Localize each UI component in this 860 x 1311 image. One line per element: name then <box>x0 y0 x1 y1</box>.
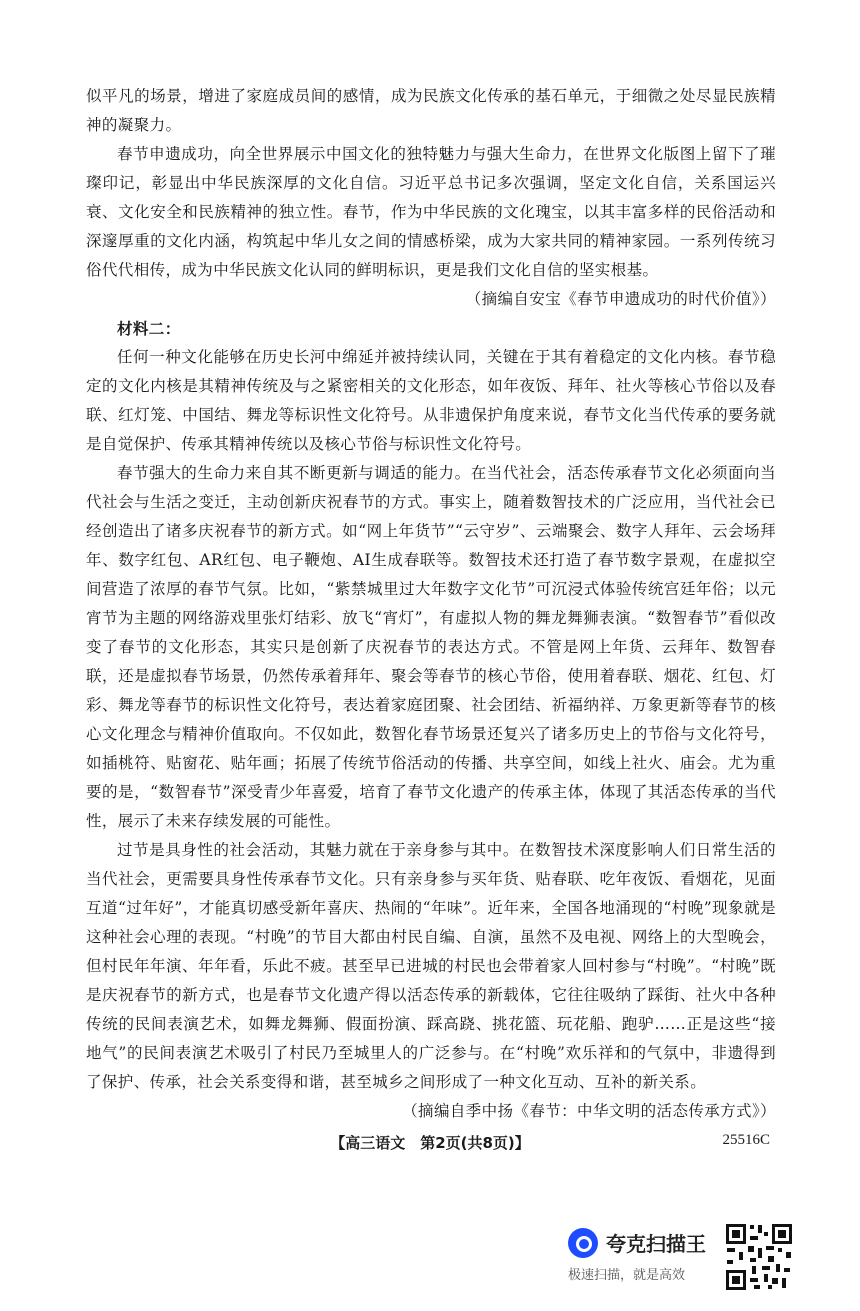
source-citation-one: （摘编自安宝《春节申遗成功的时代价值》） <box>465 290 776 308</box>
paragraph-cultural-core: 任何一种文化能够在历史长河中绵延并被持续认同，关键在于其有着稳定的文化内核。春节稳定的文化内核是其精神传统及与之紧密相关的文化形态，如年夜饭、拜年、社火等核心节俗以及春联、红灯笼、中国结、舞龙等标识性文化符号。从非遗保护角度来说，春节文化当代传承的要务就是自觉保护、传承其精神传统以及核心节俗与标识性文化符号。 <box>86 348 776 453</box>
source-citation-two: （摘编自季中扬《春节：中华文明的活态传承方式》） <box>402 1102 776 1120</box>
paragraph-continuation: 似平凡的场景，增进了家庭成员间的感情，成为民族文化传承的基石单元，于细微之处尽显民族精神的凝聚力。 <box>86 87 776 134</box>
paragraph-material-one-end: 春节申遗成功，向全世界展示中国文化的独特魅力与强大生命力，在世界文化版图上留下了璀璨印记，彰显出中华民族深厚的文化自信。习近平总书记多次强调，坚定文化自信，关系国运兴衰、文化安全和民族精神的独立性。春节，作为中华民族的文化瑰宝，以其丰富多样的民俗活动和深邃厚重的文化内涵，构筑起中华儿女之间的情感桥梁，成为大家共同的精神家园。一系列传统习俗代代相传，成为中华民族文化认同的鲜明标识，更是我们文化自信的坚实根基。 <box>86 145 776 279</box>
scanner-watermark <box>568 1226 706 1286</box>
text-body <box>86 82 776 1126</box>
quark-logo-icon <box>568 1228 598 1258</box>
section-heading-material-two: 材料二： <box>117 319 181 338</box>
watermark-slogan: 极速扫描，就是高效 <box>568 1268 686 1283</box>
watermark-brand-name: 夸克扫描王 <box>606 1232 706 1256</box>
paragraph-village-gala: 过节是具身性的社会活动，其魅力就在于亲身参与其中。在数智技术深度影响人们日常生活的当代社会，更需要具身性传承春节文化。只有亲身参与买年货、贴春联、吃年夜饭、看烟花，见面互道“过年好”，才能真切感受新年喜庆、热闹的“年味”。近年来，全国各地涌现的“村晚”现象就是这种社会心理的表现。“村晚”的节目大都由村民自编、自演，虽然不及电视、网络上的大型晚会，但村民年年演、年年看，乐此不疲。甚至早已进城的村民也会带着家人回村参与“村晚”。“村晚”既是庆祝春节的新方式，也是春节文化遗产得以活态传承的新载体，它往往吸纳了踩街、社火中各种传统的民间表演艺术，如舞龙舞狮、假面扮演、踩高跷、挑花篮、玩花船、跑驴……正是这些“接地气”的民间表演艺术吸引了村民乃至城里人的广泛参与。在“村晚”欢乐祥和的气氛中，非遗得到了保护、传承，社会关系变得和谐，甚至城乡之间形成了一种文化互动、互补的新关系。 <box>86 841 776 1091</box>
paragraph-digital-spring-festival: 春节强大的生命力来自其不断更新与调适的能力。在当代社会，活态传承春节文化必须面向当代社会与生活之变迁，主动创新庆祝春节的方式。事实上，随着数智技术的广泛应用，当代社会已经创造出了诸多庆祝春节的新方式。如“网上年货节”“云守岁”、云端聚会、数字人拜年、云会场拜年、数字红包、AR红包、电子鞭炮、AI生成春联等。数智技术还打造了春节数字景观，在虚拟空间营造了浓厚的春节气氛。比如，“紫禁城里过大年数字文化节”可沉浸式体验传统宫廷年俗；以元宵节为主题的网络游戏里张灯结彩、放飞“宵灯”，有虚拟人物的舞龙舞狮表演。“数智春节”看似改变了春节的文化形态，其实只是创新了庆祝春节的表达方式。不管是网上年货、云拜年、数智春联，还是虚拟春节场景，仍然传承着拜年、聚会等春节的核心节俗，使用着春联、烟花、红包、灯彩、舞龙等春节的标识性文化符号，表达着家庭团聚、社会团结、祈福纳祥、万象更新等春节的核心文化理念与精神价值取向。不仅如此，数智化春节场景还复兴了诸多历史上的节俗与文化符号，如插桃符、贴窗花、贴年画；拓展了传统节俗活动的传播、共享空间，如线上社火、庙会。尤为重要的是，“数智春节”深受青少年喜爱，培育了春节文化遗产的传承主体，体现了其活态传承的当代性，展示了未来存续发展的可能性。 <box>86 464 776 830</box>
page-footer-label: 【高三语文 第2页(共8页)】 <box>330 1134 530 1152</box>
exam-code: 25516C <box>722 1132 770 1148</box>
qr-code-icon <box>724 1222 794 1292</box>
